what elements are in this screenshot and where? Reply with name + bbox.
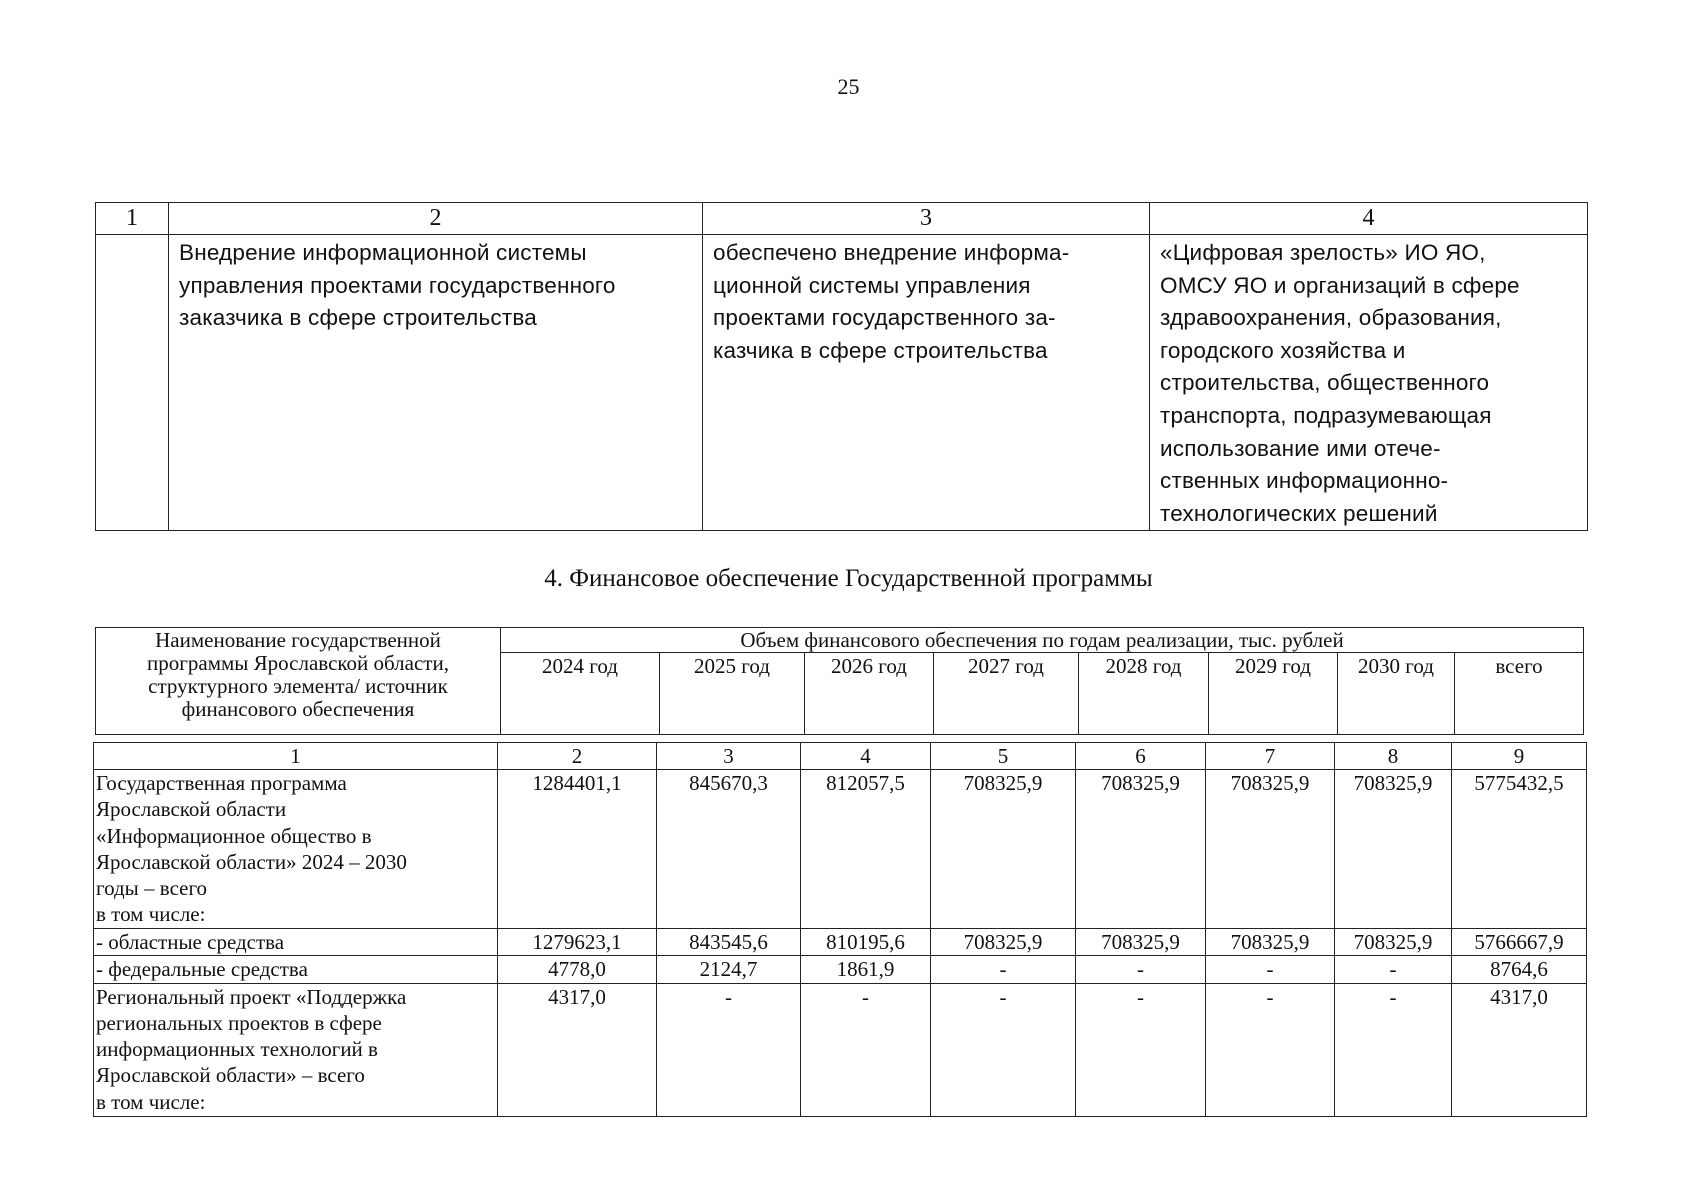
value-cell: 1279623,1 (498, 929, 657, 956)
year-header: 2025 год (660, 653, 805, 735)
value-cell: - (1206, 983, 1335, 1116)
column-number: 1 (94, 743, 498, 770)
value-cell: 708325,9 (1335, 770, 1452, 929)
total-cell: 5775432,5 (1452, 770, 1587, 929)
column-number-row (94, 743, 1587, 770)
finance-table (93, 742, 1587, 1117)
value-cell: - (1335, 983, 1452, 1116)
value-cell: 810195,6 (801, 929, 931, 956)
table-row (94, 929, 1587, 956)
text-line: годы – всего (96, 876, 208, 901)
text-line: в том числе: (96, 902, 206, 927)
total-cell: 5766667,9 (1452, 929, 1587, 956)
value-cell: 4317,0 (498, 983, 657, 1116)
text-line: здравоохранения, образования, (1160, 305, 1502, 331)
table-row (94, 770, 1587, 929)
text-line: ционной системы управления (713, 272, 1031, 298)
column-number: 7 (1206, 743, 1335, 770)
table-row (94, 983, 1587, 1116)
row-name-cell (94, 983, 498, 1116)
text-line: Наименование государственной (155, 628, 441, 652)
text-line: ОМСУ ЯО и организаций в сфере (1160, 272, 1520, 298)
text-line: заказчика в сфере строительства (179, 305, 537, 331)
value-cell: 843545,6 (657, 929, 801, 956)
task-cell (169, 235, 703, 531)
value-cell: 845670,3 (657, 770, 801, 929)
text-line: в том числе: (96, 1089, 206, 1114)
page-number: 25 (837, 74, 860, 99)
header-cell: 3 (703, 203, 1150, 235)
header-cell: 1 (96, 203, 169, 235)
value-cell: 708325,9 (1076, 770, 1206, 929)
text-line: программы Ярославской области, (147, 651, 449, 675)
value-cell: 4778,0 (498, 956, 657, 983)
value-cell: - (801, 983, 931, 1116)
value-cell: - (931, 983, 1076, 1116)
goal-cell (1150, 235, 1588, 531)
value-cell: 708325,9 (1206, 929, 1335, 956)
finance-header-table (95, 627, 1584, 735)
value-cell: 708325,9 (1206, 770, 1335, 929)
text-line: казчика в сфере строительства (713, 337, 1048, 363)
text-line: Государственная программа (96, 771, 347, 795)
text-line: использование ими отече- (1160, 435, 1441, 461)
text-line: ственных информационно- (1160, 468, 1449, 494)
text-line: обеспечено внедрение информа- (713, 240, 1070, 265)
text-line: Ярославской области» 2024 – 2030 (96, 849, 407, 874)
value-cell: 1284401,1 (498, 770, 657, 929)
results-table (95, 202, 1588, 531)
text-line: «Цифровая зрелость» ИО ЯО, (1160, 240, 1486, 265)
funding-span-header: Объем финансового обеспечения по годам реализации, тыс. рублей (501, 628, 1584, 653)
value-cell: - (1076, 983, 1206, 1116)
value-cell: 708325,9 (1335, 929, 1452, 956)
text-line: городского хозяйства и (1160, 337, 1406, 363)
text-line: информационных технологий в (96, 1037, 378, 1062)
total-cell: 4317,0 (1452, 983, 1587, 1116)
year-header: 2028 год (1079, 653, 1209, 735)
text-line: Ярославской области» – всего (96, 1063, 365, 1088)
value-cell: 2124,7 (657, 956, 801, 983)
value-cell: - (1335, 956, 1452, 983)
year-header: 2024 год (501, 653, 660, 735)
table-row (96, 235, 1588, 531)
year-header: 2029 год (1209, 653, 1338, 735)
row-name-cell: - федеральные средства (94, 956, 498, 983)
column-number: 8 (1335, 743, 1452, 770)
row-number-cell (96, 235, 169, 531)
table-row (94, 956, 1587, 983)
value-cell: - (1076, 956, 1206, 983)
results-table-header-row (96, 203, 1588, 235)
text-line: технологических решений (1160, 500, 1438, 526)
text-line: строительства, общественного (1160, 370, 1490, 396)
column-number: 5 (931, 743, 1076, 770)
text-line: «Информационное общество в (96, 823, 372, 848)
text-line: проектами государственного за- (713, 305, 1056, 331)
text-line: Ярославской области (96, 797, 287, 822)
text-line: структурного элемента/ источник (148, 674, 448, 698)
column-number: 4 (801, 743, 931, 770)
value-cell: - (931, 956, 1076, 983)
year-header: 2026 год (805, 653, 934, 735)
name-column-header (96, 628, 501, 735)
column-number: 6 (1076, 743, 1206, 770)
year-header: 2027 год (934, 653, 1079, 735)
total-header: всего (1455, 653, 1584, 735)
text-line: управления проектами государственного (179, 272, 616, 298)
value-cell: - (1206, 956, 1335, 983)
text-line: региональных проектов в сфере (96, 1010, 382, 1035)
row-name-cell: - областные средства (94, 929, 498, 956)
text-line: транспорта, подразумевающая (1160, 402, 1492, 428)
value-cell: 708325,9 (931, 929, 1076, 956)
result-cell (703, 235, 1150, 531)
text-line: Региональный проект «Поддержка (96, 984, 407, 1009)
column-number: 2 (498, 743, 657, 770)
section-title: 4. Финансовое обеспечение Государственной программы (544, 565, 1153, 592)
header-cell: 2 (169, 203, 703, 235)
column-number: 3 (657, 743, 801, 770)
row-name-cell (94, 770, 498, 929)
value-cell: 708325,9 (1076, 929, 1206, 956)
value-cell: 708325,9 (931, 770, 1076, 929)
header-cell: 4 (1150, 203, 1588, 235)
total-cell: 8764,6 (1452, 956, 1587, 983)
value-cell: 812057,5 (801, 770, 931, 929)
column-number: 9 (1452, 743, 1587, 770)
text-line: финансового обеспечения (181, 697, 415, 721)
text-line: Внедрение информационной системы (179, 240, 587, 265)
year-header: 2030 год (1338, 653, 1455, 735)
value-cell: 1861,9 (801, 956, 931, 983)
value-cell: - (657, 983, 801, 1116)
